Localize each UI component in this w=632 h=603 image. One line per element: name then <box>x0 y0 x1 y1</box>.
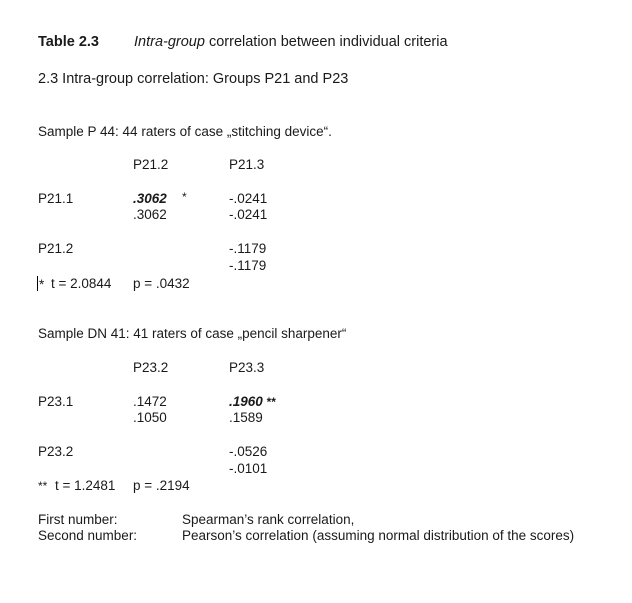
cell-spearman: -.1179 <box>229 241 267 256</box>
text-cursor <box>37 276 38 291</box>
table-title <box>134 34 448 50</box>
table-title-italic: Intra-group <box>134 34 205 50</box>
cell-pearson: .1589 <box>229 410 263 425</box>
sample-caption: Sample P 44: 44 raters of case „stitching device“. <box>38 124 332 139</box>
footnote-mark: ** <box>38 479 48 493</box>
column-header: P23.2 <box>133 360 169 375</box>
significance-mark: * <box>182 190 187 204</box>
cell-pearson: -.1179 <box>229 258 267 273</box>
cell-pearson: -.0241 <box>229 207 268 222</box>
column-header: P23.3 <box>229 360 265 375</box>
significance-mark: ** <box>266 395 276 409</box>
cell-spearman <box>229 394 276 410</box>
legend-value: Pearson’s correlation (assuming normal distribution of the scores) <box>182 528 575 543</box>
footnote-t: t = 2.0844 <box>51 276 112 291</box>
footnote <box>38 478 47 494</box>
cell-spearman: .1472 <box>133 394 167 409</box>
column-header: P21.3 <box>229 157 265 172</box>
sample-caption: Sample DN 41: 41 raters of case „pencil sharpener“ <box>38 326 347 341</box>
cell-spearman <box>133 191 167 207</box>
footnote <box>37 276 44 293</box>
row-label: P21.2 <box>38 241 74 256</box>
row-label: P23.1 <box>38 394 74 409</box>
cell-pearson: -.0101 <box>229 461 268 476</box>
cell-spearman: -.0526 <box>229 444 268 459</box>
footnote-t: t = 1.2481 <box>55 478 116 493</box>
row-label: P23.2 <box>38 444 74 459</box>
legend-value: Spearman’s rank correlation, <box>182 512 355 527</box>
cell-pearson: .3062 <box>133 207 167 222</box>
legend-label: Second number: <box>38 528 138 543</box>
section-subtitle: 2.3 Intra-group correlation: Groups P21 and P23 <box>38 71 349 87</box>
row-label: P21.1 <box>38 191 74 206</box>
footnote-mark: * <box>39 277 45 292</box>
significant-value: .1960 <box>229 394 263 409</box>
footnote-p: p = .0432 <box>133 276 190 291</box>
table-label: Table 2.3 <box>38 34 99 50</box>
cell-pearson: .1050 <box>133 410 167 425</box>
cell-spearman: -.0241 <box>229 191 268 206</box>
footnote-p: p = .2194 <box>133 478 190 493</box>
table-title-rest: correlation between individual criteria <box>204 34 448 50</box>
legend-label: First number: <box>38 512 118 527</box>
column-header: P21.2 <box>133 157 169 172</box>
significant-value: .3062 <box>133 191 167 206</box>
